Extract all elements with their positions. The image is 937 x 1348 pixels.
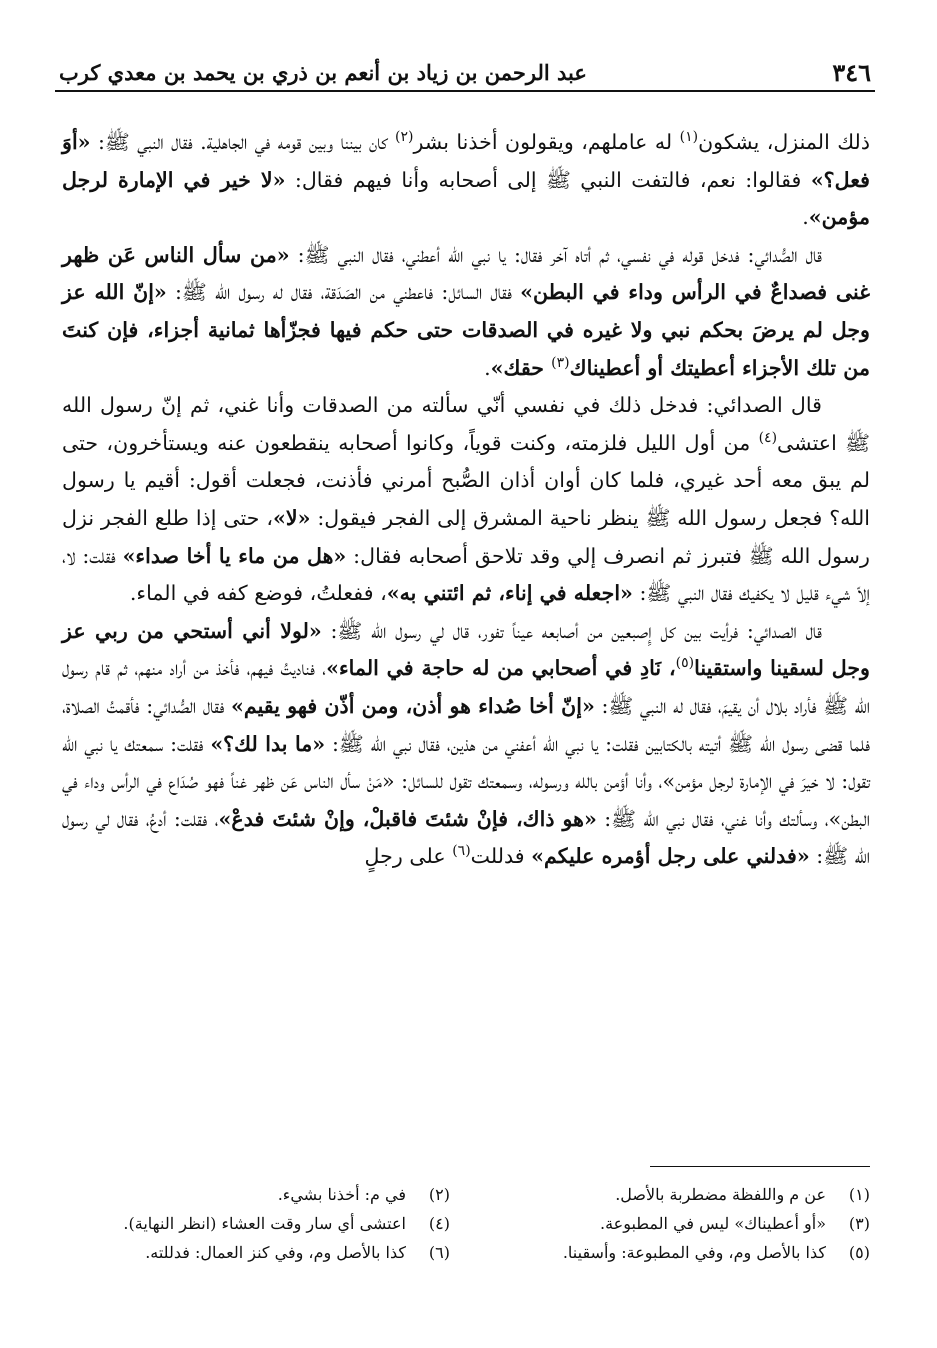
text-run: . bbox=[484, 355, 491, 380]
footnote-ref-6: (٦) bbox=[452, 843, 471, 860]
text-run: ذلك المنزل، يشكون bbox=[698, 130, 870, 154]
text-run: ، حتى إذا طلع الفجر نزل رسول الله ﷺ فتبرز ثم انصرف إلي وقد تلاحق أصحابه فقال: bbox=[62, 505, 870, 568]
hadith-quote: «أوَ فعل؟» bbox=[62, 130, 870, 192]
text-run: قال الصدائي: فدخل ذلك في نفسي أنّي سألته من الصدقات وأنا غني، ثم إنّ رسول الله ﷺ اعتشى bbox=[62, 393, 870, 455]
main-text bbox=[62, 124, 870, 876]
footnote-ref-1: (١) bbox=[679, 129, 699, 146]
footnote-number: (٤) bbox=[428, 1214, 450, 1233]
footnote-ref-5: (٥) bbox=[675, 655, 695, 672]
text-run: له عاملهم، ويقولون أخذنا بشر bbox=[413, 130, 680, 154]
footnote-number: (٣) bbox=[848, 1214, 870, 1233]
footnote-ref-4: (٤) bbox=[758, 429, 778, 446]
hadith-quote: ، نَادِ في أصحابي من له حاجة في الماء» bbox=[326, 656, 676, 681]
footnote-separator bbox=[650, 1166, 870, 1167]
footnote-ref-2: (٢) bbox=[395, 129, 414, 146]
footnote-text: عن م واللفظة مضطربة بالأصل. bbox=[615, 1185, 826, 1204]
hadith-quote: «من سأل الناس عَن ظهر غنى فصداعٌ في الرأس وداء في البطن» bbox=[62, 242, 870, 305]
hadith-quote: «لولا أني أستحي من ربي عز وجل لسقينا واستقينا bbox=[62, 618, 870, 681]
text-run: قال الصدائي: فرأيت بين كل إِصبعين من أصابعه عيناً تفور، قال لي رسول الله ﷺ: bbox=[321, 618, 822, 643]
paragraph-3 bbox=[62, 387, 870, 613]
footnote-text: اعتشى أي سار وقت العشاء (انظر النهاية). bbox=[123, 1214, 406, 1233]
text-run: فقلت: لا، إلاّ شيء قليل لا يكفيك فقال النبي ﷺ: bbox=[62, 543, 870, 606]
footnote-6 bbox=[70, 1238, 450, 1267]
paragraph-2 bbox=[62, 237, 870, 387]
text-run: قال الصُّدائي: فدخل قوله في نفسي، ثم أتاه آخر فقال: يا نبي الله أعطني، فقال النبي ﷺ: bbox=[289, 242, 822, 267]
page-header bbox=[55, 56, 875, 92]
footnote-3 bbox=[490, 1209, 870, 1238]
paragraph-1 bbox=[62, 124, 870, 237]
footnote-number: (٦) bbox=[428, 1243, 450, 1262]
hadith-quote: «ما بدا لك؟» bbox=[210, 731, 326, 756]
text-run: . bbox=[802, 205, 809, 230]
footnote-number: (٥) bbox=[848, 1243, 870, 1262]
footnote-5 bbox=[490, 1238, 870, 1267]
footnote-text: «أو أعطيناك» ليس في المطبوعة. bbox=[599, 1214, 826, 1233]
text-run: على رجلٍ bbox=[364, 844, 453, 869]
hadith-quote: «هو ذاك، فإنْ شئتَ فاقبلْ، وإنْ شئتَ فدعْ» bbox=[218, 806, 597, 831]
text-run: ، فقلت: أدعُ، فقال لي رسول الله ﷺ: bbox=[62, 806, 870, 869]
text-run: ، فناديتُ فيهم، فأخذ من أراد منهم، ثم قام رسول الله ﷺ فأراد بلال أن يقيمَ، فقال له النبي ﷺ: bbox=[62, 656, 871, 718]
text-run: فقالوا: نعم، فالتفت النبي ﷺ إلى أصحابه وأنا فيهم فقال: bbox=[285, 167, 811, 192]
text-run: كان بيننا وبين قومه في الجاهلية. فقال النبي ﷺ: bbox=[90, 130, 396, 154]
footnote-2 bbox=[70, 1180, 450, 1209]
hadith-quote: «إنّ أخا صُداء هو أذن، ومن أذّن فهو يقيم» bbox=[231, 693, 595, 718]
hadith-quote: «إنّ الله عز وجل لم يرضَ بحكم نبي ولا غيره في الصدقات حتى حكم فيها فجزّأها ثمانية أجزاء، فإن كنتَ من تلك الأجزاء أعطيتك أو أعطيناك bbox=[62, 280, 870, 380]
text-run: من أول الليل فلزمته، وكنت قوياً، وكانوا أصحابه ينقطعون عنه ويستأخرون، حتى لم يبق معه أحد غيري، فلما كان أوان أذان الصُّبح أمرني فأذنت، فجعلت أقول: أقيم يا رسول الله؟ فجعل رسول الله ﷺ ينظر ناحية المشرق إلى الفجر فيقول: bbox=[62, 430, 870, 530]
hadith-quote: حقك» bbox=[490, 355, 552, 380]
footnote-number: (٢) bbox=[428, 1185, 450, 1204]
hadith-quote: «لا» bbox=[272, 505, 311, 530]
footnote-ref-3: (٣) bbox=[551, 354, 570, 371]
hadith-quote: «لا خير في الإمارة لرجل مؤمن» bbox=[62, 167, 870, 230]
text-run: فقال الصُّدائي: فأقمتُ الصلاة، فلما قضى رسول الله ﷺ أتيته بالكتابين فقلت: يا نبي الله أعفني من هذين، فقال نبي الله ﷺ: bbox=[62, 693, 871, 756]
text-run: ، ففعلتُ، فوضع كفه في الماء. bbox=[129, 581, 387, 606]
page-number: ٣٤٦ bbox=[832, 58, 871, 87]
running-title: عبد الرحمن بن زياد بن أنعم بن ذري بن يحمد بن معدي كرب bbox=[59, 60, 587, 85]
text-run: فقال السائل: فاعطني من الصَدَقة، فقال له رسول الله ﷺ: bbox=[166, 280, 521, 305]
paragraph-4 bbox=[62, 613, 870, 876]
footnote-text: في م: أخذنا بشيء. bbox=[277, 1185, 406, 1204]
footnote-number: (١) bbox=[848, 1185, 870, 1204]
text-run: فقلت: سمعتك يا نبي الله تقول: لا خيرَ في الإمارة لرجل مؤمن»، وأنا أؤمن بالله ورسوله، وسمعتك تقول للسائل: «مَنْ سأل الناس عَن ظهر غناً فهو صُدَاع في الرأس وداء في البطن»، وسألتك وأنا غني، فقال نبي الله ﷺ: bbox=[62, 731, 871, 831]
hadith-quote: «هل من ماء يا أخا صداء» bbox=[122, 543, 347, 568]
footnote-4 bbox=[70, 1209, 450, 1238]
hadith-quote: «فدلني على رجل أؤمره عليكم» bbox=[531, 844, 810, 869]
footnote-text: كذا بالأصل وم، وفي كنز العمال: فدللته. bbox=[145, 1243, 406, 1262]
text-run: فدللت bbox=[470, 844, 532, 869]
footnote-1 bbox=[490, 1180, 870, 1209]
footnotes bbox=[70, 1180, 870, 1267]
footnote-text: كذا بالأصل وم، وفي المطبوعة: وأسقينا. bbox=[562, 1243, 826, 1262]
hadith-quote: «اجعله في إناء، ثم ائتني به» bbox=[386, 581, 633, 606]
